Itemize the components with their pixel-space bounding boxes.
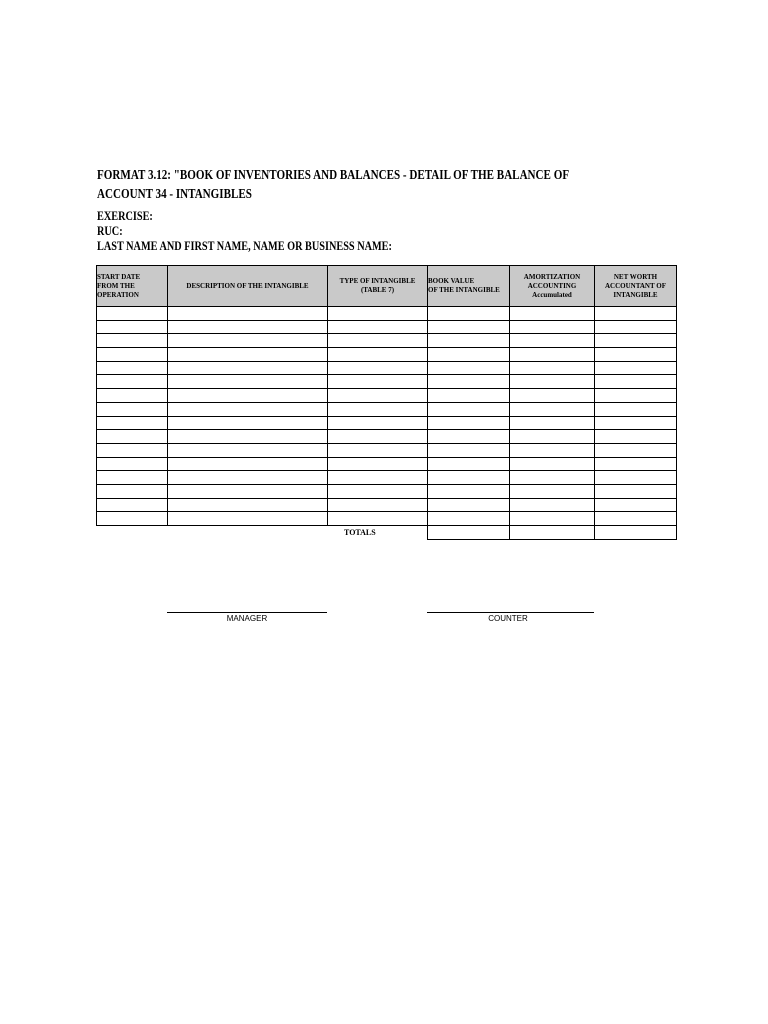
- table-cell[interactable]: [595, 307, 677, 321]
- table-cell[interactable]: [168, 334, 328, 348]
- table-cell[interactable]: [510, 512, 595, 526]
- table-row: [97, 484, 677, 498]
- table-cell[interactable]: [428, 402, 510, 416]
- exercise-label: EXERCISE:: [97, 209, 153, 223]
- business-name-label: LAST NAME AND FIRST NAME, NAME OR BUSINESS NAME:: [97, 239, 392, 253]
- table-cell[interactable]: [328, 430, 428, 444]
- table-cell[interactable]: [595, 457, 677, 471]
- intangibles-table: [96, 265, 677, 526]
- table-cell[interactable]: [168, 512, 328, 526]
- table-cell[interactable]: [97, 430, 168, 444]
- table-cell[interactable]: [168, 457, 328, 471]
- table-cell[interactable]: [510, 416, 595, 430]
- table-cell[interactable]: [328, 375, 428, 389]
- table-cell[interactable]: [168, 375, 328, 389]
- table-cell[interactable]: [328, 334, 428, 348]
- table-cell[interactable]: [168, 307, 328, 321]
- table-cell[interactable]: [428, 334, 510, 348]
- table-cell[interactable]: [97, 457, 168, 471]
- table-cell[interactable]: [595, 389, 677, 403]
- table-cell[interactable]: [428, 348, 510, 362]
- header-amortization: AMORTIZATION ACCOUNTING Accumulated: [510, 266, 595, 307]
- total-net-worth-cell[interactable]: [595, 526, 677, 540]
- title-line-2: ACCOUNT 34 - INTANGIBLES: [97, 186, 252, 201]
- table-row: [97, 471, 677, 485]
- table-cell[interactable]: [97, 402, 168, 416]
- table-cell[interactable]: [510, 320, 595, 334]
- table-cell[interactable]: [168, 498, 328, 512]
- table-cell[interactable]: [428, 361, 510, 375]
- table-cell[interactable]: [428, 430, 510, 444]
- header-net-worth: NET WORTH ACCOUNTANT OF INTANGIBLE: [595, 266, 677, 307]
- table-cell[interactable]: [168, 402, 328, 416]
- table-cell[interactable]: [595, 443, 677, 457]
- table-cell[interactable]: [510, 361, 595, 375]
- totals-label: TOTALS: [344, 528, 376, 537]
- table-cell[interactable]: [510, 430, 595, 444]
- table-cell[interactable]: [328, 348, 428, 362]
- table-cell[interactable]: [428, 457, 510, 471]
- table-row: [97, 334, 677, 348]
- table-cell[interactable]: [510, 402, 595, 416]
- table-cell[interactable]: [328, 484, 428, 498]
- table-cell[interactable]: [510, 348, 595, 362]
- header-description: DESCRIPTION OF THE INTANGIBLE: [168, 266, 328, 307]
- table-cell[interactable]: [328, 320, 428, 334]
- table-row: [97, 498, 677, 512]
- table-cell[interactable]: [595, 320, 677, 334]
- table-row: [97, 307, 677, 321]
- table-cell[interactable]: [97, 416, 168, 430]
- table-row: [97, 402, 677, 416]
- table-row: [97, 389, 677, 403]
- table-cell[interactable]: [328, 307, 428, 321]
- table-cell[interactable]: [97, 512, 168, 526]
- table-cell[interactable]: [97, 498, 168, 512]
- table-cell[interactable]: [428, 416, 510, 430]
- counter-label: COUNTER: [488, 614, 528, 623]
- table-cell[interactable]: [510, 457, 595, 471]
- title-line-1: FORMAT 3.12: "BOOK OF INVENTORIES AND BALANCES - DETAIL OF THE BALANCE OF: [97, 167, 570, 182]
- table-row: [97, 430, 677, 444]
- table-cell[interactable]: [168, 361, 328, 375]
- table-cell[interactable]: [97, 361, 168, 375]
- ruc-label: RUC:: [97, 224, 123, 238]
- table-row: [97, 457, 677, 471]
- table-cell[interactable]: [328, 471, 428, 485]
- table-cell[interactable]: [97, 348, 168, 362]
- table-cell[interactable]: [428, 375, 510, 389]
- table-cell[interactable]: [595, 361, 677, 375]
- table-cell[interactable]: [97, 334, 168, 348]
- total-amortization-cell[interactable]: [510, 526, 595, 540]
- table-cell[interactable]: [168, 443, 328, 457]
- counter-signature-line: [427, 612, 594, 613]
- table-cell[interactable]: [595, 512, 677, 526]
- table-cell[interactable]: [328, 361, 428, 375]
- table-cell[interactable]: [328, 443, 428, 457]
- table-cell[interactable]: [168, 484, 328, 498]
- table-cell[interactable]: [595, 484, 677, 498]
- table-cell[interactable]: [428, 320, 510, 334]
- table-cell[interactable]: [428, 471, 510, 485]
- table-cell[interactable]: [428, 498, 510, 512]
- table-cell[interactable]: [328, 457, 428, 471]
- header-start-date: START DATE FROM THE OPERATION: [97, 266, 168, 307]
- table-cell[interactable]: [595, 471, 677, 485]
- table-cell[interactable]: [595, 430, 677, 444]
- table-row: [97, 443, 677, 457]
- table-cell[interactable]: [328, 498, 428, 512]
- table-cell[interactable]: [428, 443, 510, 457]
- table-cell[interactable]: [97, 389, 168, 403]
- table-cell[interactable]: [428, 512, 510, 526]
- header-book-value: BOOK VALUE OF THE INTANGIBLE: [428, 266, 510, 307]
- table-cell[interactable]: [595, 402, 677, 416]
- table-cell[interactable]: [328, 389, 428, 403]
- table-cell[interactable]: [168, 348, 328, 362]
- table-cell[interactable]: [510, 334, 595, 348]
- table-row: [97, 512, 677, 526]
- table-row: [97, 375, 677, 389]
- table-cell[interactable]: [97, 375, 168, 389]
- table-cell[interactable]: [97, 320, 168, 334]
- table-cell[interactable]: [428, 307, 510, 321]
- table-cell[interactable]: [595, 375, 677, 389]
- table-cell[interactable]: [428, 389, 510, 403]
- table-row: [97, 416, 677, 430]
- table-cell[interactable]: [595, 348, 677, 362]
- table-cell[interactable]: [328, 402, 428, 416]
- table-cell[interactable]: [97, 307, 168, 321]
- table-cell[interactable]: [328, 416, 428, 430]
- header-type: TYPE OF INTANGIBLE (TABLE 7): [328, 266, 428, 307]
- table-cell[interactable]: [168, 471, 328, 485]
- document-title: [97, 165, 570, 203]
- table-cell[interactable]: [595, 416, 677, 430]
- total-book-value-cell[interactable]: [428, 526, 510, 540]
- table-row: [97, 361, 677, 375]
- table-row: [97, 320, 677, 334]
- table-cell[interactable]: [510, 498, 595, 512]
- table-cell[interactable]: [97, 471, 168, 485]
- table-cell[interactable]: [168, 430, 328, 444]
- manager-signature-line: [167, 612, 327, 613]
- table-cell[interactable]: [510, 484, 595, 498]
- table-cell[interactable]: [510, 389, 595, 403]
- table-cell[interactable]: [510, 307, 595, 321]
- table-cell[interactable]: [168, 389, 328, 403]
- table-cell[interactable]: [595, 334, 677, 348]
- table-header-row: [97, 266, 677, 307]
- table-cell[interactable]: [510, 443, 595, 457]
- totals-row: [427, 525, 677, 540]
- table-cell[interactable]: [510, 471, 595, 485]
- table-cell[interactable]: [328, 512, 428, 526]
- table-cell[interactable]: [428, 484, 510, 498]
- table-cell[interactable]: [168, 416, 328, 430]
- table-cell[interactable]: [168, 320, 328, 334]
- table-cell[interactable]: [97, 484, 168, 498]
- table-cell[interactable]: [97, 443, 168, 457]
- table-cell[interactable]: [595, 498, 677, 512]
- manager-label: MANAGER: [226, 614, 268, 623]
- table-row: [97, 348, 677, 362]
- table-cell[interactable]: [510, 375, 595, 389]
